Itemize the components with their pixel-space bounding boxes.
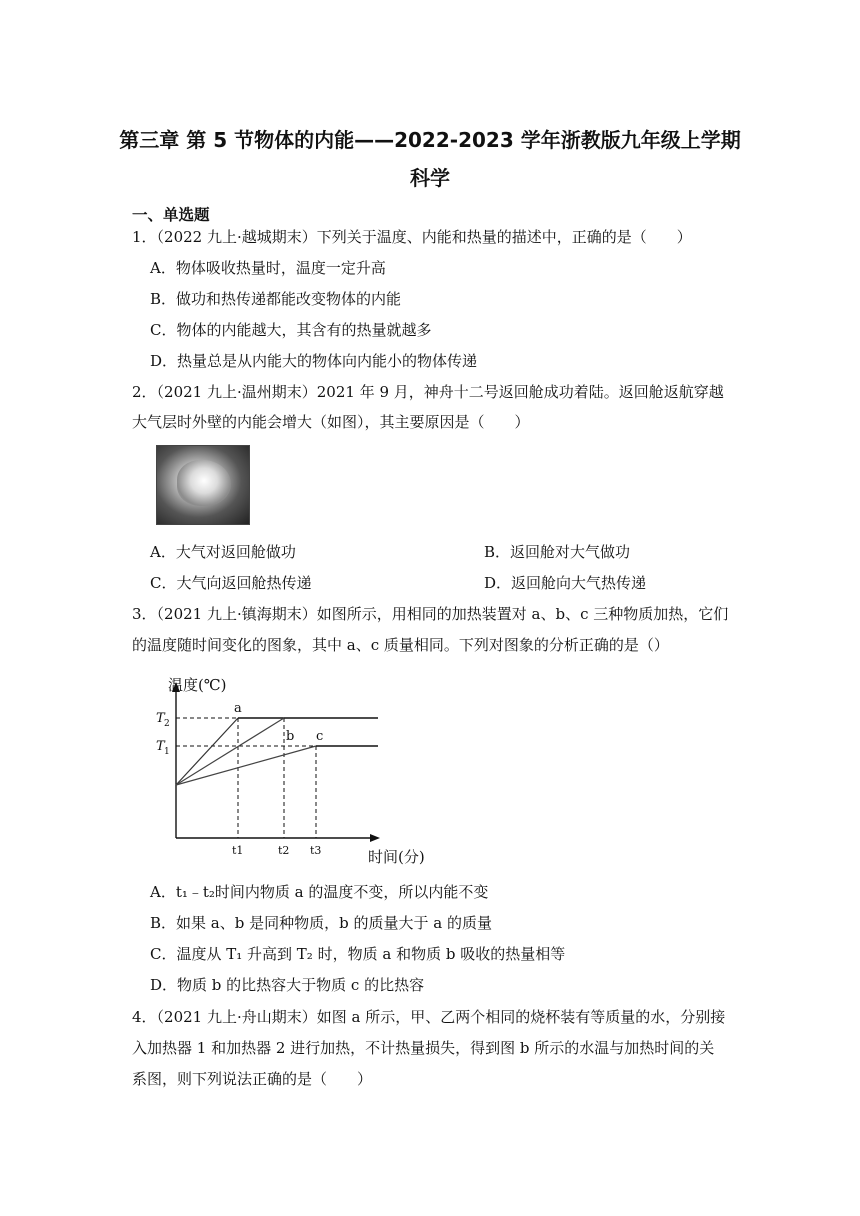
curve-c-label: c — [316, 729, 324, 744]
q3-option-a: A．t₁﹣t₂时间内物质 a 的温度不变，所以内能不变 — [150, 883, 489, 901]
q4-stem-line2: 入加热器 1 和加热器 2 进行加热，不计热量损失，得到图 b 所示的水温与加热时间的关 — [132, 1039, 715, 1057]
section-heading: 一、单选题 — [132, 206, 210, 224]
q3-option-c: C．温度从 T₁ 升高到 T₂ 时，物质 a 和物质 b 吸收的热量相等 — [150, 945, 566, 963]
curve-b-label: b — [286, 729, 295, 744]
q2-stem-line2: 大气层时外壁的内能会增大（如图），其主要原因是（ ） — [132, 413, 530, 431]
x-axis-arrow — [370, 834, 380, 842]
y-axis-label: 温度(℃) — [168, 676, 227, 694]
q3-option-b: B．如果 a、b 是同种物质，b 的质量大于 a 的质量 — [150, 914, 492, 932]
q2-option-c: C．大气向返回舱热传递 — [150, 574, 312, 592]
curve-a-label: a — [234, 701, 242, 716]
curve-c-rise — [176, 746, 316, 785]
q1-option-b: B．做功和热传递都能改变物体的内能 — [150, 290, 402, 308]
q1-option-a: A．物体吸收热量时，温度一定升高 — [150, 259, 386, 277]
t2-level-sub: 2 — [164, 719, 170, 729]
t3-tick-label: t3 — [310, 844, 322, 857]
t1-level-sub: 1 — [164, 747, 170, 757]
curve-b-rise — [176, 718, 284, 785]
q4-stem-line3: 系图，则下列说法正确的是（ ） — [132, 1070, 373, 1088]
t2-tick-label: t2 — [278, 844, 290, 857]
t1-tick-label: t1 — [232, 844, 244, 857]
q2-option-d: D．返回舱向大气热传递 — [484, 574, 647, 592]
q4-stem-line1: 4．（2021 九上·舟山期末）如图 a 所示，甲、乙两个相同的烧杯装有等质量的水，分别接 — [132, 1008, 726, 1026]
reentry-capsule-photo — [156, 445, 250, 525]
capsule-glow — [177, 460, 231, 506]
q2-option-a: A．大气对返回舱做功 — [150, 543, 296, 561]
q3-stem-line2: 的温度随时间变化的图象，其中 a、c 质量相同。下列对图象的分析正确的是（） — [132, 636, 669, 654]
t1-level-label: T — [156, 739, 165, 754]
curve-a-rise — [176, 718, 238, 785]
q1-option-d: D．热量总是从内能大的物体向内能小的物体传递 — [150, 352, 478, 370]
q3-stem-line1: 3．（2021 九上·镇海期末）如图所示，用相同的加热装置对 a、b、c 三种物质加热，它们 — [132, 605, 729, 623]
q1-stem: 1．（2022 九上·越城期末）下列关于温度、内能和热量的描述中，正确的是（ ） — [132, 228, 692, 246]
document-title-line1: 第三章 第 5 节物体的内能——2022-2023 学年浙教版九年级上学期 — [119, 128, 741, 152]
x-axis-label: 时间(分) — [368, 848, 425, 866]
temperature-time-graph — [150, 670, 450, 870]
q1-option-c: C．物体的内能越大，其含有的热量就越多 — [150, 321, 432, 339]
document-title-line2: 科学 — [410, 166, 450, 190]
q2-option-b: B．返回舱对大气做功 — [484, 543, 631, 561]
q3-option-d: D．物质 b 的比热容大于物质 c 的比热容 — [150, 976, 425, 994]
q2-stem-line1: 2．（2021 九上·温州期末）2021 年 9 月，神舟十二号返回舱成功着陆。返回舱返航穿越 — [132, 383, 724, 401]
t2-level-label: T — [156, 711, 165, 726]
